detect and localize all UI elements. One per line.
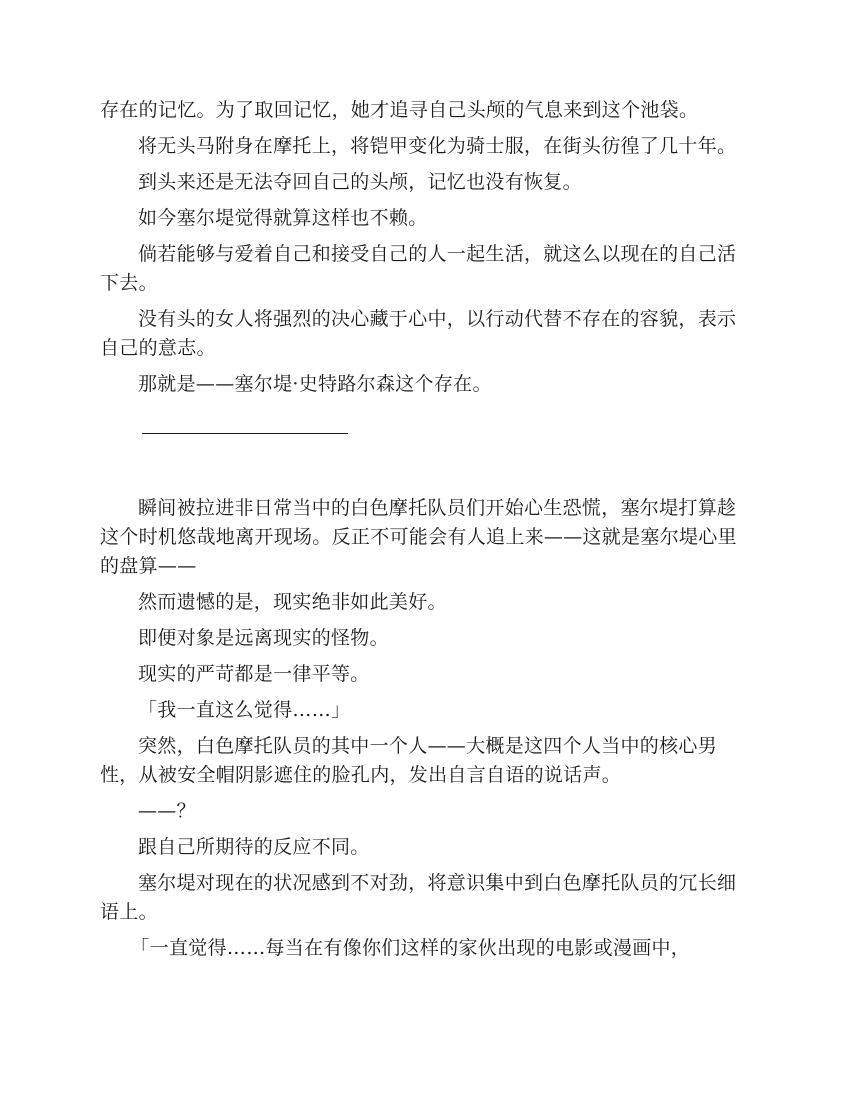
paragraph: 没有头的女人将强烈的决心藏于心中，以行动代替不存在的容貌，表示自己的意志。	[100, 308, 737, 359]
paragraph: 如今塞尔堤觉得就算这样也不赖。	[138, 207, 428, 229]
paragraph: 倘若能够与爱着自己和接受自己的人一起生活，就这么以现在的自己活下去。	[100, 243, 737, 294]
paragraph: 那就是——塞尔堤·史特路尔森这个存在。	[138, 373, 492, 395]
paragraph: 存在的记忆。为了取回记忆，她才追寻自己头颅的气息来到这个池袋。	[100, 99, 699, 121]
paragraph: 然而遗憾的是，现实绝非如此美好。	[138, 591, 447, 613]
paragraph: 将无头马附身在摩托上，将铠甲变化为骑士服，在街头彷徨了几十年。	[138, 135, 737, 157]
dialogue-line: 「一直觉得……每当在有像你们这样的家伙出现的电影或漫画中，	[130, 937, 691, 959]
paragraph: 跟自己所期待的反应不同。	[138, 836, 370, 858]
paragraph: 塞尔堤对现在的状况感到不对劲，将意识集中到白色摩托队员的冗长细语上。	[100, 872, 737, 923]
paragraph: 即便对象是远离现实的怪物。	[138, 627, 389, 649]
paragraph: ——？	[138, 800, 196, 822]
paragraph: 到头来还是无法夺回自己的头颅，记忆也没有恢复。	[138, 171, 582, 193]
paragraph: 突然，白色摩托队员的其中一个人——大概是这四个人当中的核心男性，从被安全帽阴影遮住的脸孔内，发出自言自语的说话声。	[100, 735, 718, 786]
section-spacer	[100, 434, 748, 494]
paragraph: 瞬间被拉进非日常当中的白色摩托队员们开始心生恐慌，塞尔堤打算趁这个时机悠哉地离开现场。反正不可能会有人追上来——这就是塞尔堤心里的盘算——	[100, 497, 737, 577]
dialogue-line: 「我一直这么觉得……」	[138, 699, 351, 721]
paragraph: 现实的严苛都是一律平等。	[138, 663, 370, 685]
document-page	[100, 96, 748, 970]
